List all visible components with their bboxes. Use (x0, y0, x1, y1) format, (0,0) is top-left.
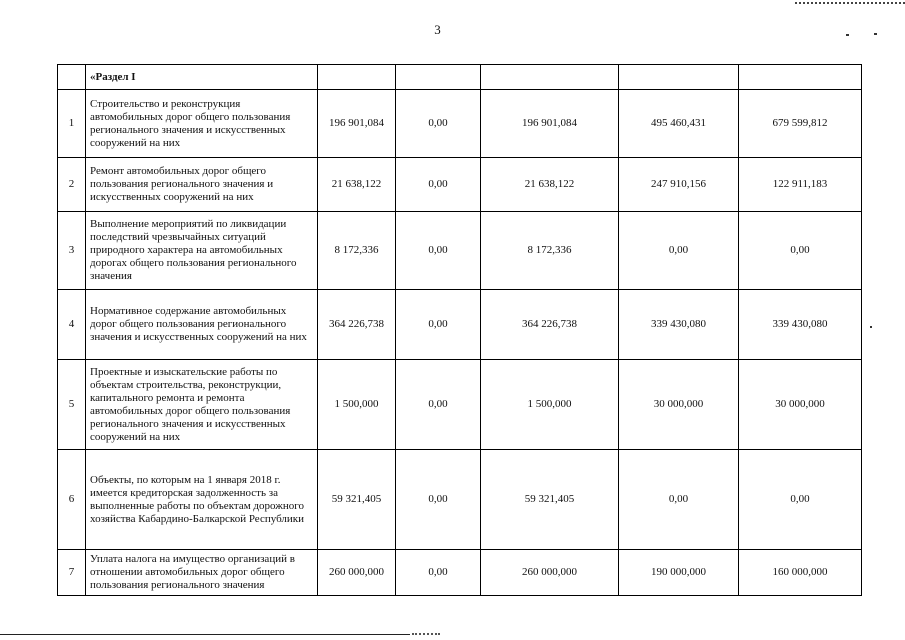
table-row (58, 550, 862, 596)
value-col-4: 339 430,080 (619, 290, 739, 360)
value-col-4: 247 910,156 (619, 158, 739, 212)
value-col-3: 59 321,405 (481, 450, 619, 550)
value-col-2: 0,00 (396, 550, 481, 596)
section-row (58, 65, 862, 90)
scan-speck (870, 326, 872, 328)
row-name: Проектные и изыскательские работы по объектам строительства, реконструкции, капитального ремонта и ремонта автомобильных дорог общего пользования регионального значения и искусственных сооружений на них (86, 360, 318, 450)
value-col-2: 0,00 (396, 450, 481, 550)
row-number: 5 (58, 360, 86, 450)
value-col-3: 364 226,738 (481, 290, 619, 360)
empty-cell (318, 65, 396, 90)
value-col-2: 0,00 (396, 212, 481, 290)
page-number: 3 (434, 22, 441, 37)
value-col-2: 0,00 (396, 360, 481, 450)
row-number: 7 (58, 550, 86, 596)
row-name: Объекты, по которым на 1 января 2018 г. имеется кредиторская задолженность за выполненные работы по объектам дорожного хозяйства Кабардино-Балкарской Республики (86, 450, 318, 550)
value-col-5: 339 430,080 (739, 290, 862, 360)
row-name: Нормативное содержание автомобильных дорог общего пользования регионального значения и искусственных сооружений на них (86, 290, 318, 360)
value-col-1: 260 000,000 (318, 550, 396, 596)
table-row (58, 158, 862, 212)
row-name: Строительство и реконструкция автомобильных дорог общего пользования регионального значения и искусственных сооружений на них (86, 90, 318, 158)
value-col-1: 21 638,122 (318, 158, 396, 212)
value-col-1: 59 321,405 (318, 450, 396, 550)
empty-cell (739, 65, 862, 90)
footer-rule (0, 634, 410, 635)
value-col-3: 260 000,000 (481, 550, 619, 596)
value-col-4: 0,00 (619, 450, 739, 550)
row-number: 4 (58, 290, 86, 360)
empty-cell (619, 65, 739, 90)
value-col-5: 122 911,183 (739, 158, 862, 212)
scan-speck (846, 34, 849, 36)
row-name: Уплата налога на имущество организаций в отношении автомобильных дорог общего пользования регионального значения (86, 550, 318, 596)
empty-cell (481, 65, 619, 90)
table-row (58, 212, 862, 290)
row-number: 6 (58, 450, 86, 550)
value-col-2: 0,00 (396, 90, 481, 158)
section-label: «Раздел I (86, 65, 318, 90)
value-col-4: 190 000,000 (619, 550, 739, 596)
row-number: 1 (58, 90, 86, 158)
row-number: 3 (58, 212, 86, 290)
value-col-5: 679 599,812 (739, 90, 862, 158)
row-name: Ремонт автомобильных дорог общего пользования регионального значения и искусственных сооружений на них (86, 158, 318, 212)
empty-cell (396, 65, 481, 90)
value-col-5: 30 000,000 (739, 360, 862, 450)
top-edge-marks (795, 0, 905, 4)
value-col-1: 364 226,738 (318, 290, 396, 360)
table-row (58, 90, 862, 158)
value-col-4: 30 000,000 (619, 360, 739, 450)
scan-speck (874, 33, 877, 35)
budget-table (57, 64, 862, 596)
value-col-5: 160 000,000 (739, 550, 862, 596)
value-col-3: 1 500,000 (481, 360, 619, 450)
value-col-5: 0,00 (739, 450, 862, 550)
value-col-4: 495 460,431 (619, 90, 739, 158)
table-row (58, 360, 862, 450)
value-col-1: 196 901,084 (318, 90, 396, 158)
row-number: 2 (58, 158, 86, 212)
value-col-2: 0,00 (396, 290, 481, 360)
value-col-4: 0,00 (619, 212, 739, 290)
value-col-1: 8 172,336 (318, 212, 396, 290)
table-row (58, 290, 862, 360)
value-col-3: 196 901,084 (481, 90, 619, 158)
value-col-3: 21 638,122 (481, 158, 619, 212)
section-num-cell (58, 65, 86, 90)
table-row (58, 450, 862, 550)
footer-marks (412, 633, 440, 635)
value-col-1: 1 500,000 (318, 360, 396, 450)
value-col-2: 0,00 (396, 158, 481, 212)
value-col-3: 8 172,336 (481, 212, 619, 290)
row-name: Выполнение мероприятий по ликвидации последствий чрезвычайных ситуаций природного характера на автомобильных дорогах общего пользования регионального значения (86, 212, 318, 290)
value-col-5: 0,00 (739, 212, 862, 290)
